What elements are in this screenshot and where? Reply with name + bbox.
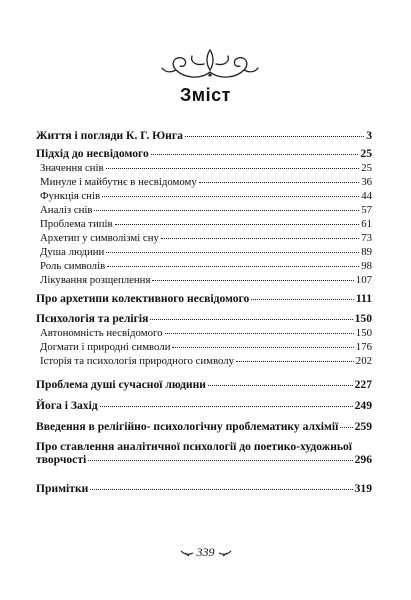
toc-entry-label: Аналіз снів [40, 204, 93, 216]
toc-entry-page: 89 [361, 246, 372, 258]
dot-leader [251, 299, 354, 300]
toc-entry[interactable] [36, 147, 372, 160]
dot-leader [94, 210, 359, 211]
dot-leader [102, 196, 359, 197]
toc-entry-page: 227 [354, 378, 372, 391]
dot-leader [150, 319, 352, 320]
toc-entry-label: Про ставлення аналітичної психології до поетико-художньої [36, 440, 353, 453]
dot-leader [199, 182, 359, 183]
toc-entry-label: Введення в релігійно- психологічну проблематику алхімії [36, 420, 339, 433]
toc-entry-label: Функція снів [40, 190, 101, 202]
dot-leader [208, 385, 353, 386]
toc-subentry[interactable] [36, 218, 372, 230]
toc-entry-page: 259 [354, 420, 372, 433]
toc-entry-label: Підхід до несвідомого [36, 147, 149, 160]
toc-entry-page: 61 [361, 218, 372, 230]
flourish-left-icon [180, 549, 194, 557]
toc-entry-page: 150 [354, 312, 372, 325]
toc-entry-page: 107 [355, 274, 372, 286]
toc-entry[interactable] [36, 420, 372, 433]
toc-entry-label-continued: творчості [36, 453, 87, 466]
toc-entry-label: Життя і погляди К. Г. Юнга [36, 129, 183, 142]
toc-entry-page: 202 [355, 355, 372, 367]
toc-entry-page: 98 [361, 260, 372, 272]
dot-leader [151, 154, 359, 155]
dot-leader [172, 347, 353, 348]
dot-leader [165, 333, 354, 334]
toc-subentry[interactable] [36, 327, 372, 339]
dot-leader [161, 238, 359, 239]
flourish-right-icon [218, 549, 232, 557]
dot-leader [106, 252, 359, 253]
toc-entry-label: Значення снів [40, 162, 104, 174]
dot-leader [106, 168, 360, 169]
toc-entry-label: Архетип у символізмі сну [40, 232, 159, 244]
dot-leader [236, 361, 354, 362]
toc-entry-page: 25 [360, 147, 372, 160]
page-number-footer [0, 545, 411, 560]
toc-subentry[interactable] [36, 176, 372, 188]
toc-entry-label: Примітки [36, 482, 89, 495]
toc-entry-page: 44 [361, 190, 372, 202]
dot-leader [90, 489, 352, 490]
toc-entry-page: 25 [361, 162, 372, 174]
toc-subentry[interactable] [36, 260, 372, 272]
dot-leader [152, 280, 353, 281]
toc-subentry[interactable] [36, 246, 372, 258]
toc-entry-label: Проблема душі сучасної людини [36, 378, 206, 391]
toc-entry-label: Роль символів [40, 260, 106, 272]
toc-subentry[interactable] [36, 232, 372, 244]
toc-entry[interactable] [36, 440, 372, 466]
toc-entry-label: Минуле і майбутнє в несвідомому [40, 176, 197, 188]
toc-entry-label: Історія та психологія природного символу [40, 355, 235, 367]
toc-entry-page: 111 [355, 292, 372, 305]
toc-entry-page: 319 [354, 482, 372, 495]
toc-subentry[interactable] [36, 355, 372, 367]
toc-entry-label: Душа людини [40, 246, 105, 258]
toc-entry-label: Психологія та релігія [36, 312, 149, 325]
toc-entry-label: Автономність несвідомого [40, 327, 163, 339]
toc-entry-page: 3 [366, 129, 372, 142]
toc-entry[interactable] [36, 292, 372, 305]
toc-entry-page: 249 [354, 399, 372, 412]
toc-subentry[interactable] [36, 190, 372, 202]
toc-entry[interactable] [36, 399, 372, 412]
dot-leader [100, 406, 353, 407]
dot-leader [185, 136, 364, 137]
toc-entry-page: 57 [361, 204, 372, 216]
toc-subentry[interactable] [36, 162, 372, 174]
toc-subentry[interactable] [36, 204, 372, 216]
toc-entry-page: 73 [361, 232, 372, 244]
page-number: 339 [196, 545, 215, 559]
page-title: Зміст [180, 85, 231, 105]
dot-leader [340, 427, 352, 428]
toc-entry-label: Догмати і природні символи [40, 341, 171, 353]
toc-entry-page: 176 [355, 341, 372, 353]
dot-leader [88, 460, 352, 461]
dot-leader [107, 266, 359, 267]
toc-subentry[interactable] [36, 341, 372, 353]
toc-entry[interactable] [36, 312, 372, 325]
toc-entry-label: Лікування розщеплення [40, 274, 151, 286]
floral-flourish-icon [160, 42, 260, 82]
dot-leader [115, 224, 360, 225]
toc-entry-label: Йога і Захід [36, 399, 98, 412]
toc-entry[interactable] [36, 482, 372, 495]
toc-entry-page: 296 [354, 453, 372, 466]
toc-entry-page: 36 [361, 176, 372, 188]
toc-entry-label: Про архетипи колективного несвідомого [36, 292, 250, 305]
toc-entry[interactable] [36, 129, 372, 142]
toc-subentry[interactable] [36, 274, 372, 286]
toc-entry-label: Проблема типів [40, 218, 113, 230]
toc-entry-page: 150 [355, 327, 372, 339]
toc-entry[interactable] [36, 378, 372, 391]
